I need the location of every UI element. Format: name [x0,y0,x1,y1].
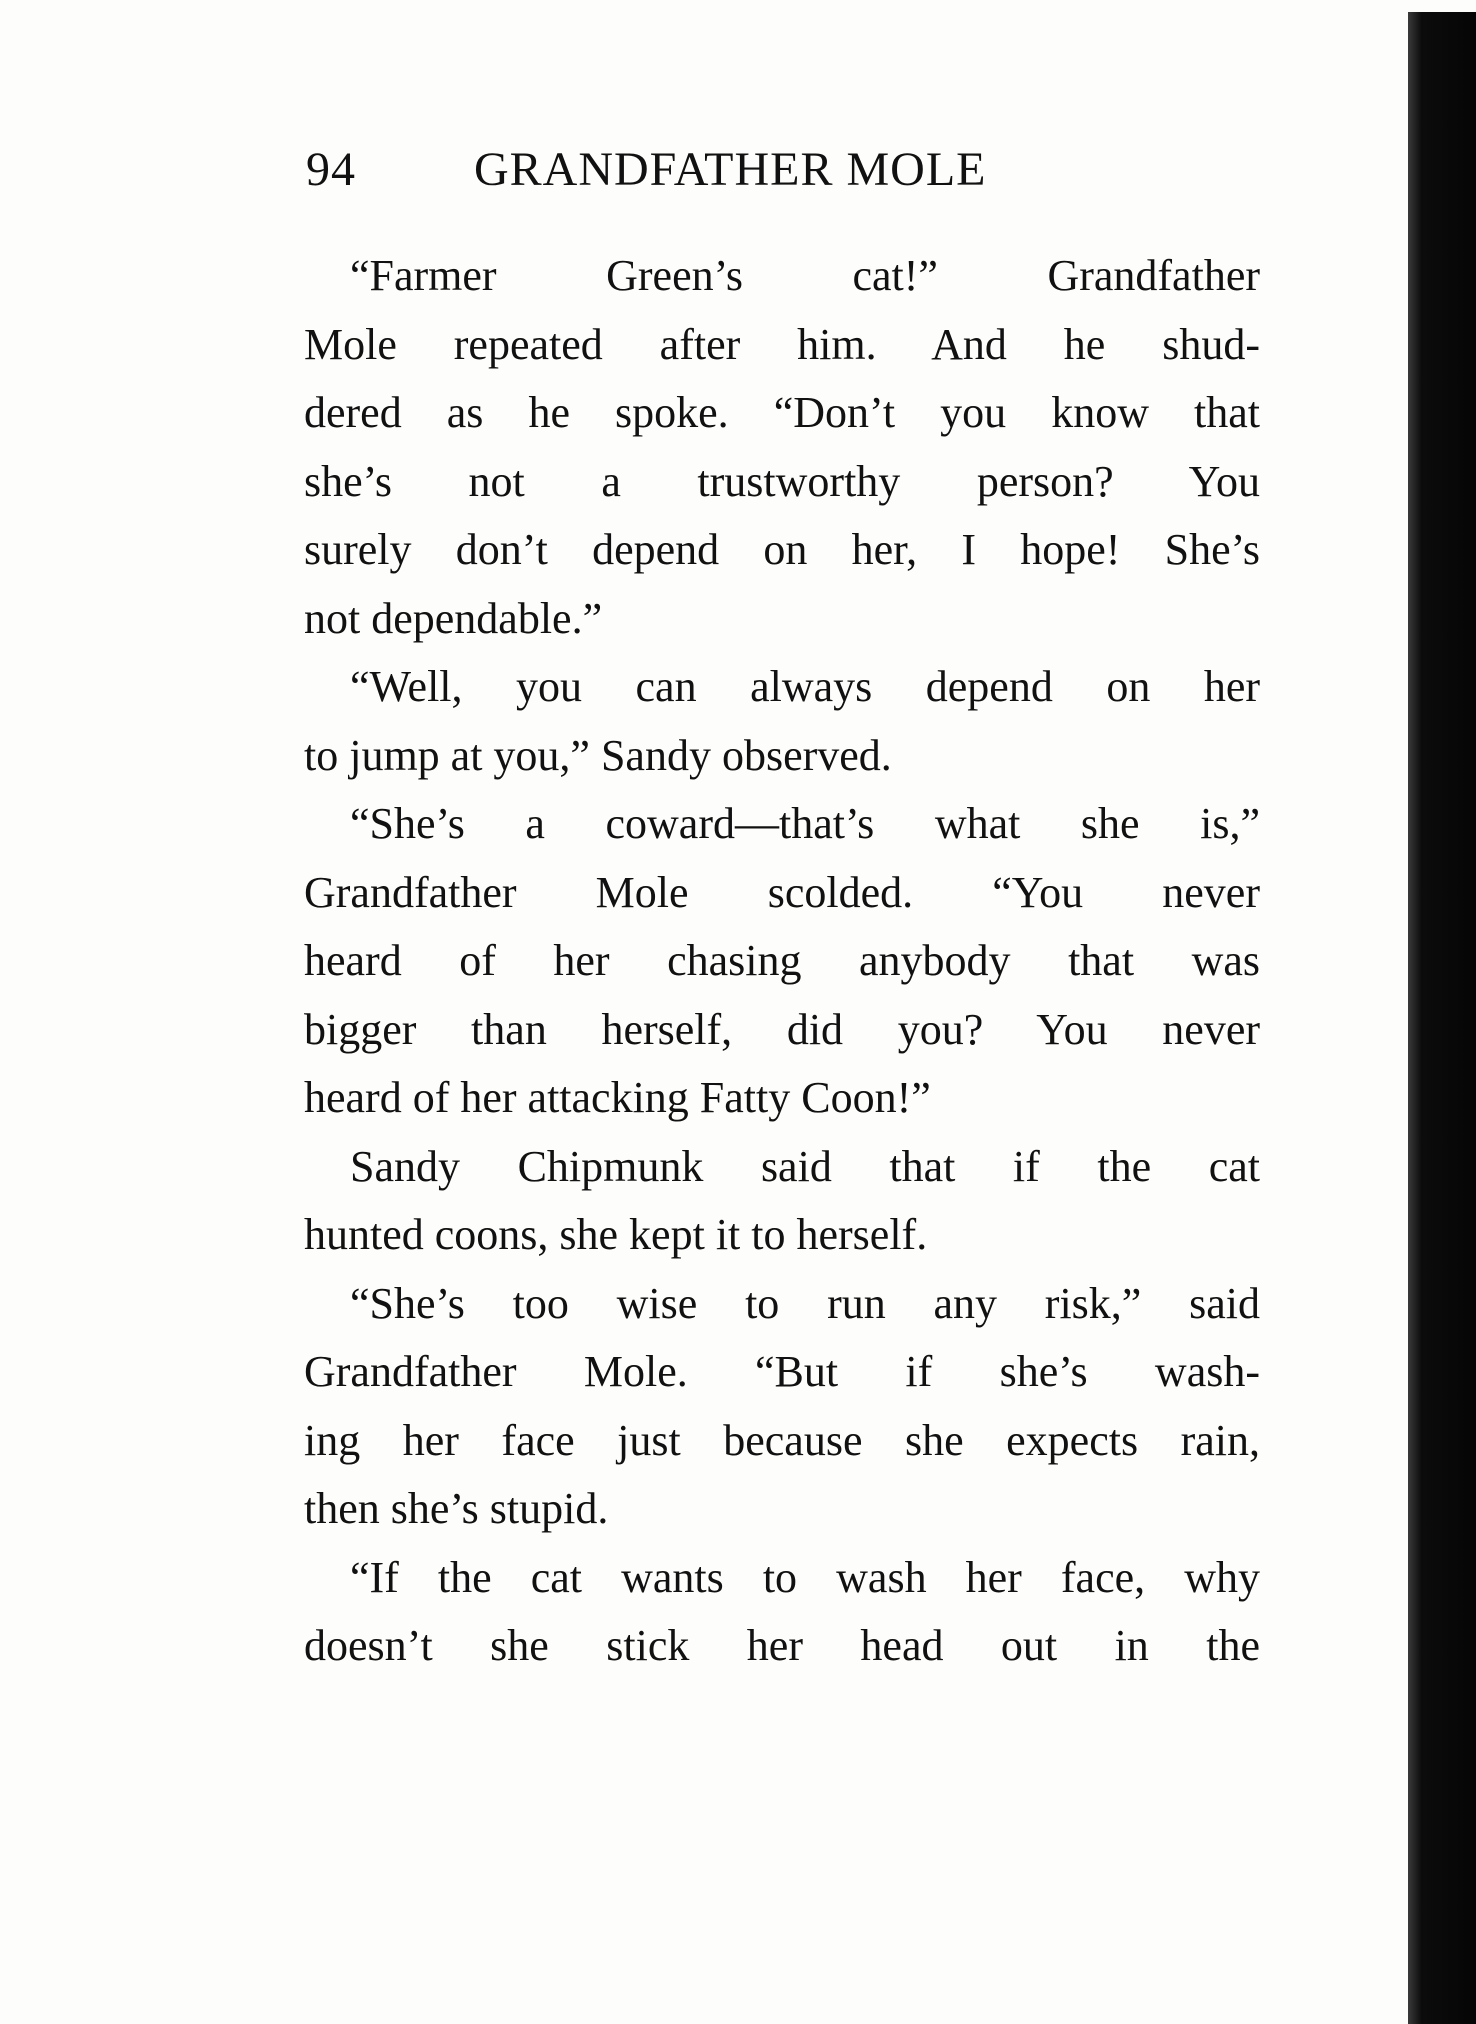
text-line: Sandy Chipmunk said that if the cat [350,1141,1260,1191]
paragraph-3 [304,790,1260,1133]
text-line: then she’s stupid. [304,1484,609,1533]
text-line: Mole repeated after him. And he shud- [304,319,1260,369]
text-line: dered as he spoke. “Don’t you know that [304,388,1260,437]
paragraph-1 [304,242,1260,653]
paragraph-4 [304,1133,1260,1270]
text-line: not dependable.” [304,593,603,643]
text-line: ing her face just because she expects rain, [304,1415,1260,1465]
text-line: “She’s too wise to run any risk,” said [350,1278,1260,1328]
text-line: Grandfather Mole scolded. “You never [304,867,1260,917]
body-text [304,242,1260,1681]
text-line: “If the cat wants to wash her face, why [350,1552,1260,1602]
running-head [306,140,1246,200]
text-line: doesn’t she stick her head out in the [304,1621,1260,1670]
page-binding-shadow [1408,12,1476,2024]
text-line: she’s not a trustworthy person? You [304,456,1260,506]
paragraph-6 [304,1544,1260,1681]
text-line: bigger than herself, did you? You never [304,1004,1260,1054]
paragraph-5 [304,1270,1260,1544]
text-line: to jump at you,” Sandy observed. [304,730,892,780]
text-line: “Well, you can always depend on her [350,662,1260,711]
text-line: “Farmer Green’s cat!” Grandfather [350,251,1260,300]
text-line: heard of her chasing anybody that was [304,936,1260,985]
page-number: 94 [306,143,356,196]
text-line: surely don’t depend on her, I hope! She’s [304,525,1260,574]
book-title: GRANDFATHER MOLE [474,143,987,196]
text-line: hunted coons, she kept it to herself. [304,1210,928,1259]
paragraph-2 [304,653,1260,790]
text-line: heard of her attacking Fatty Coon!” [304,1073,931,1122]
text-line: Grandfather Mole. “But if she’s wash- [304,1347,1260,1396]
text-line: “She’s a coward—that’s what she is,” [350,799,1260,848]
